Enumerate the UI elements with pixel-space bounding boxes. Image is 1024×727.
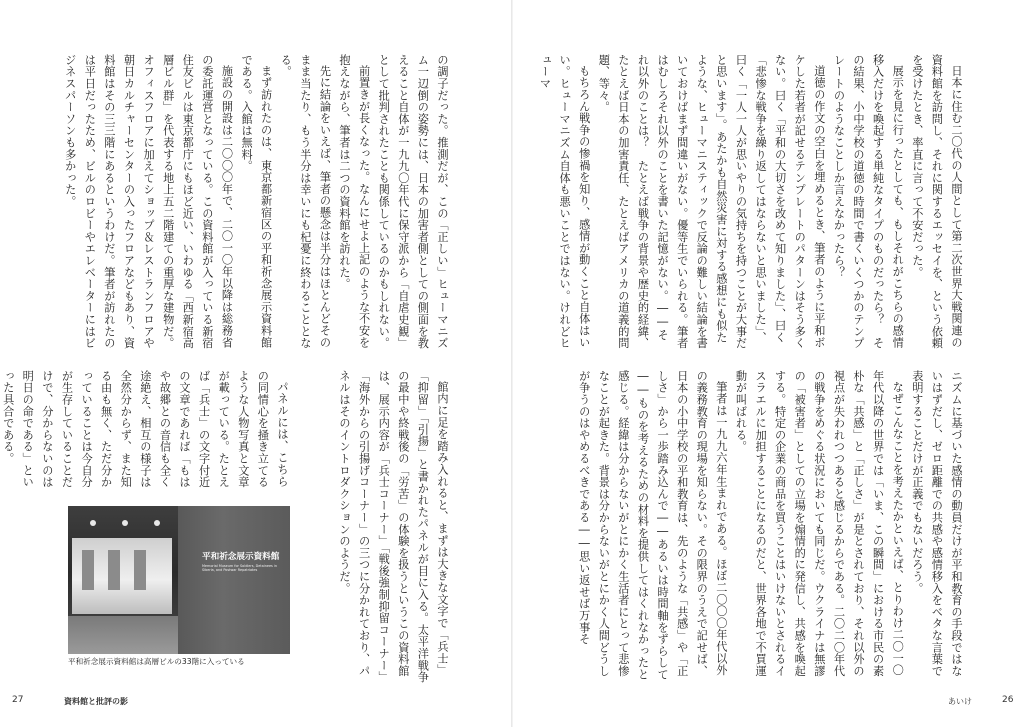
- paragraph: 施設の開設は二〇〇〇年で、二〇一〇年以降は総務省の委託運営となっている。この資料館が入っている新宿住友ビルは東京都庁にもほど近い、いわゆる「西新宿高層ビル群」を代表する地上五二階建ての重厚な建物だ。オフィスフロアに加えてショップ＆レストランフロアや朝日カルチャーセンターの入ったフロアなどもあり、資料館はその三三階にあるというわけだ。筆者が訪れたのは平日だったため、ビルのロビーやエレベーターにはビジネスパーソンも多かった。: [63, 54, 234, 349]
- museum-photo: [68, 506, 290, 654]
- page-number: 26: [1002, 695, 1014, 705]
- page-number: 27: [12, 695, 24, 705]
- paragraph: の調子だった。推測だが、この「正しい」ヒューマニズム一辺倒の姿勢には、日本の加害者側としての側面を教えること自体が一九九〇年代に保守派から「自虐史観」として批判されたことも関係しているのかもしれない。: [377, 54, 449, 349]
- right-lower-text: [578, 370, 966, 686]
- running-title: あいけ: [948, 697, 972, 706]
- photo-sign-title: 平和祈念展示資料館: [202, 552, 280, 562]
- paragraph: ニズムに基づいた感情の動員だけが平和教育の手段ではないはずだし、ゼロ距離での共感や感情移入をベタな言葉で表明することだけが正義でもないだろう。: [910, 370, 963, 677]
- photo-ceiling-light: [154, 520, 160, 526]
- paragraph: もちろん戦争の惨禍を知り、感情が動くこと自体はいい。ヒューマニズム自体も悪いことではない。けれどヒューマ: [538, 54, 591, 349]
- paragraph: 筆者は一九九六年生まれである。ほぼ二〇〇〇年代以外の義務教育の現場を知らない。その限界のうえで記せば、日本の小中学校の平和教育は、先のような「共感」や「正しさ」から一歩踏み込んで――あるいは時間軸をずらして――ものを考えるための材料を提供してはくれなかったと感じる。経緯は分からないがとにかく生活者にとって悲惨なことが起きた。背景は分からないがとにかく人間どうしが争うのはやめるべきである――思い返せば万事そ: [577, 370, 728, 681]
- photo-wall-sign: [178, 506, 290, 654]
- left-lower-narrow-text: [1, 370, 292, 495]
- right-upper-text: [538, 54, 966, 350]
- paragraph: 道徳の作文の空白を埋めるとき、筆者のように平和ボケした若者が記せるテンプレートのパターンはそう多くない。曰く「平和の大切さを改めて知りました」、曰く「悲惨な戦争を繰り返してはならないと思いました」、曰く「一人一人が思いやりの気持ちを持つことが大事だと思います」。あたかも自然災害に対する感想にも似たような、ヒューマニスティックで反論の難しい結論を書いておけばまず間違いがない。優等生でいられる。筆者はむしろそれ以外のことを書いた記憶がない。――それ以外のことは？ たとえば戦争の背景や歴史的経緯、たとえば日本の加害責任、たとえばアメリカの道義的問題、等々。: [597, 54, 826, 349]
- paragraph: 日本に住む二〇代の人間として第二次世界大戦関連の資料館を訪問し、それに関するエッセイを、という依頼を受けたとき、率直に言って不安だった。: [910, 54, 963, 349]
- photo-ceiling-light: [122, 520, 128, 526]
- paragraph: 館内に足を踏み入れると、まずは大きな文字で「兵士」「抑留」「引揚」と書かれたパネルが目に入る。太平洋戦争の最中や終戦後の「労苦」の体験を扱うというこの資料館は、展示内容が「兵士コーナー」「戦後強制抑留コーナー」「海外からの引揚げコーナー」の三つに分かれており、パネルはそのイントロダクションのようだ。: [338, 370, 449, 683]
- running-title: 資料館と批評の影: [64, 697, 128, 706]
- photo-exhibit-panel: [82, 550, 94, 590]
- photo-sign-subtitle: Memorial Museum for Soldiers, Detainees in Siberia, and Postwar Repatriates: [202, 564, 277, 573]
- photo-floor: [68, 616, 178, 654]
- photo-ceiling-light: [90, 520, 96, 526]
- paragraph: なぜこんなことを考えたかといえば、とりわけ二〇一〇年代以降の世界では「いま、この瞬間」における市民の素朴な「共感」と「正しさ」が是とされており、それ以外の視点が失われつつあると感じるからである。二〇二〇年代の戦争をめぐる状況においても同じだ。ウクライナは無謬の「被害者」としての立場を煽情的に発信し、共感を喚起する。特定の企業の商品を買うことはいけないとされるイスラエルに加担することになるのだと、世界各地で不買運動が叫ばれる。: [734, 370, 905, 677]
- photo-exhibit-panel: [108, 550, 120, 590]
- left-lower-text: [294, 370, 452, 686]
- paragraph: まず訪れたのは、東京都新宿区の平和祈念展示資料館である。入館は無料。: [240, 54, 273, 349]
- paragraph: パネルには、こちらの同情心を掻き立てるような人物写真と文章が載っている。たとえば「兵士」の文字付近の文章であれば「もはや故郷との音信も全く途絶え、相互の様子は全然分からず、また知る由も無く、ただ分かっていることは今自分が生存していることだけで、分からないのは明日の命である」といった具合である。: [1, 370, 289, 488]
- left-upper-text: [64, 54, 452, 350]
- right-page: [512, 0, 1024, 727]
- photo-caption: 平和祈念展示資料館は高層ビルの33階に入っている: [68, 657, 245, 666]
- paragraph: 先に結論をいえば、筆者の懸念は半分はほとんどそのまま当たり、もう半分は幸いにも杞憂に終わることとなる。: [279, 54, 332, 349]
- photo-exhibit-panel: [134, 550, 146, 590]
- paragraph: 展示を見に行ったとしても、もしそれがこちらの感情移入だけを喚起する単純なタイプのものだったら？ その結果、小中学校の道徳の時間で書くいくつかのテンプレートのようなことしか言えなかったら？: [832, 54, 905, 349]
- paragraph: 前置きが長くなった。なんにせよ上記のような不安を抱えながら、筆者は二つの資料館を訪れた。: [338, 54, 371, 349]
